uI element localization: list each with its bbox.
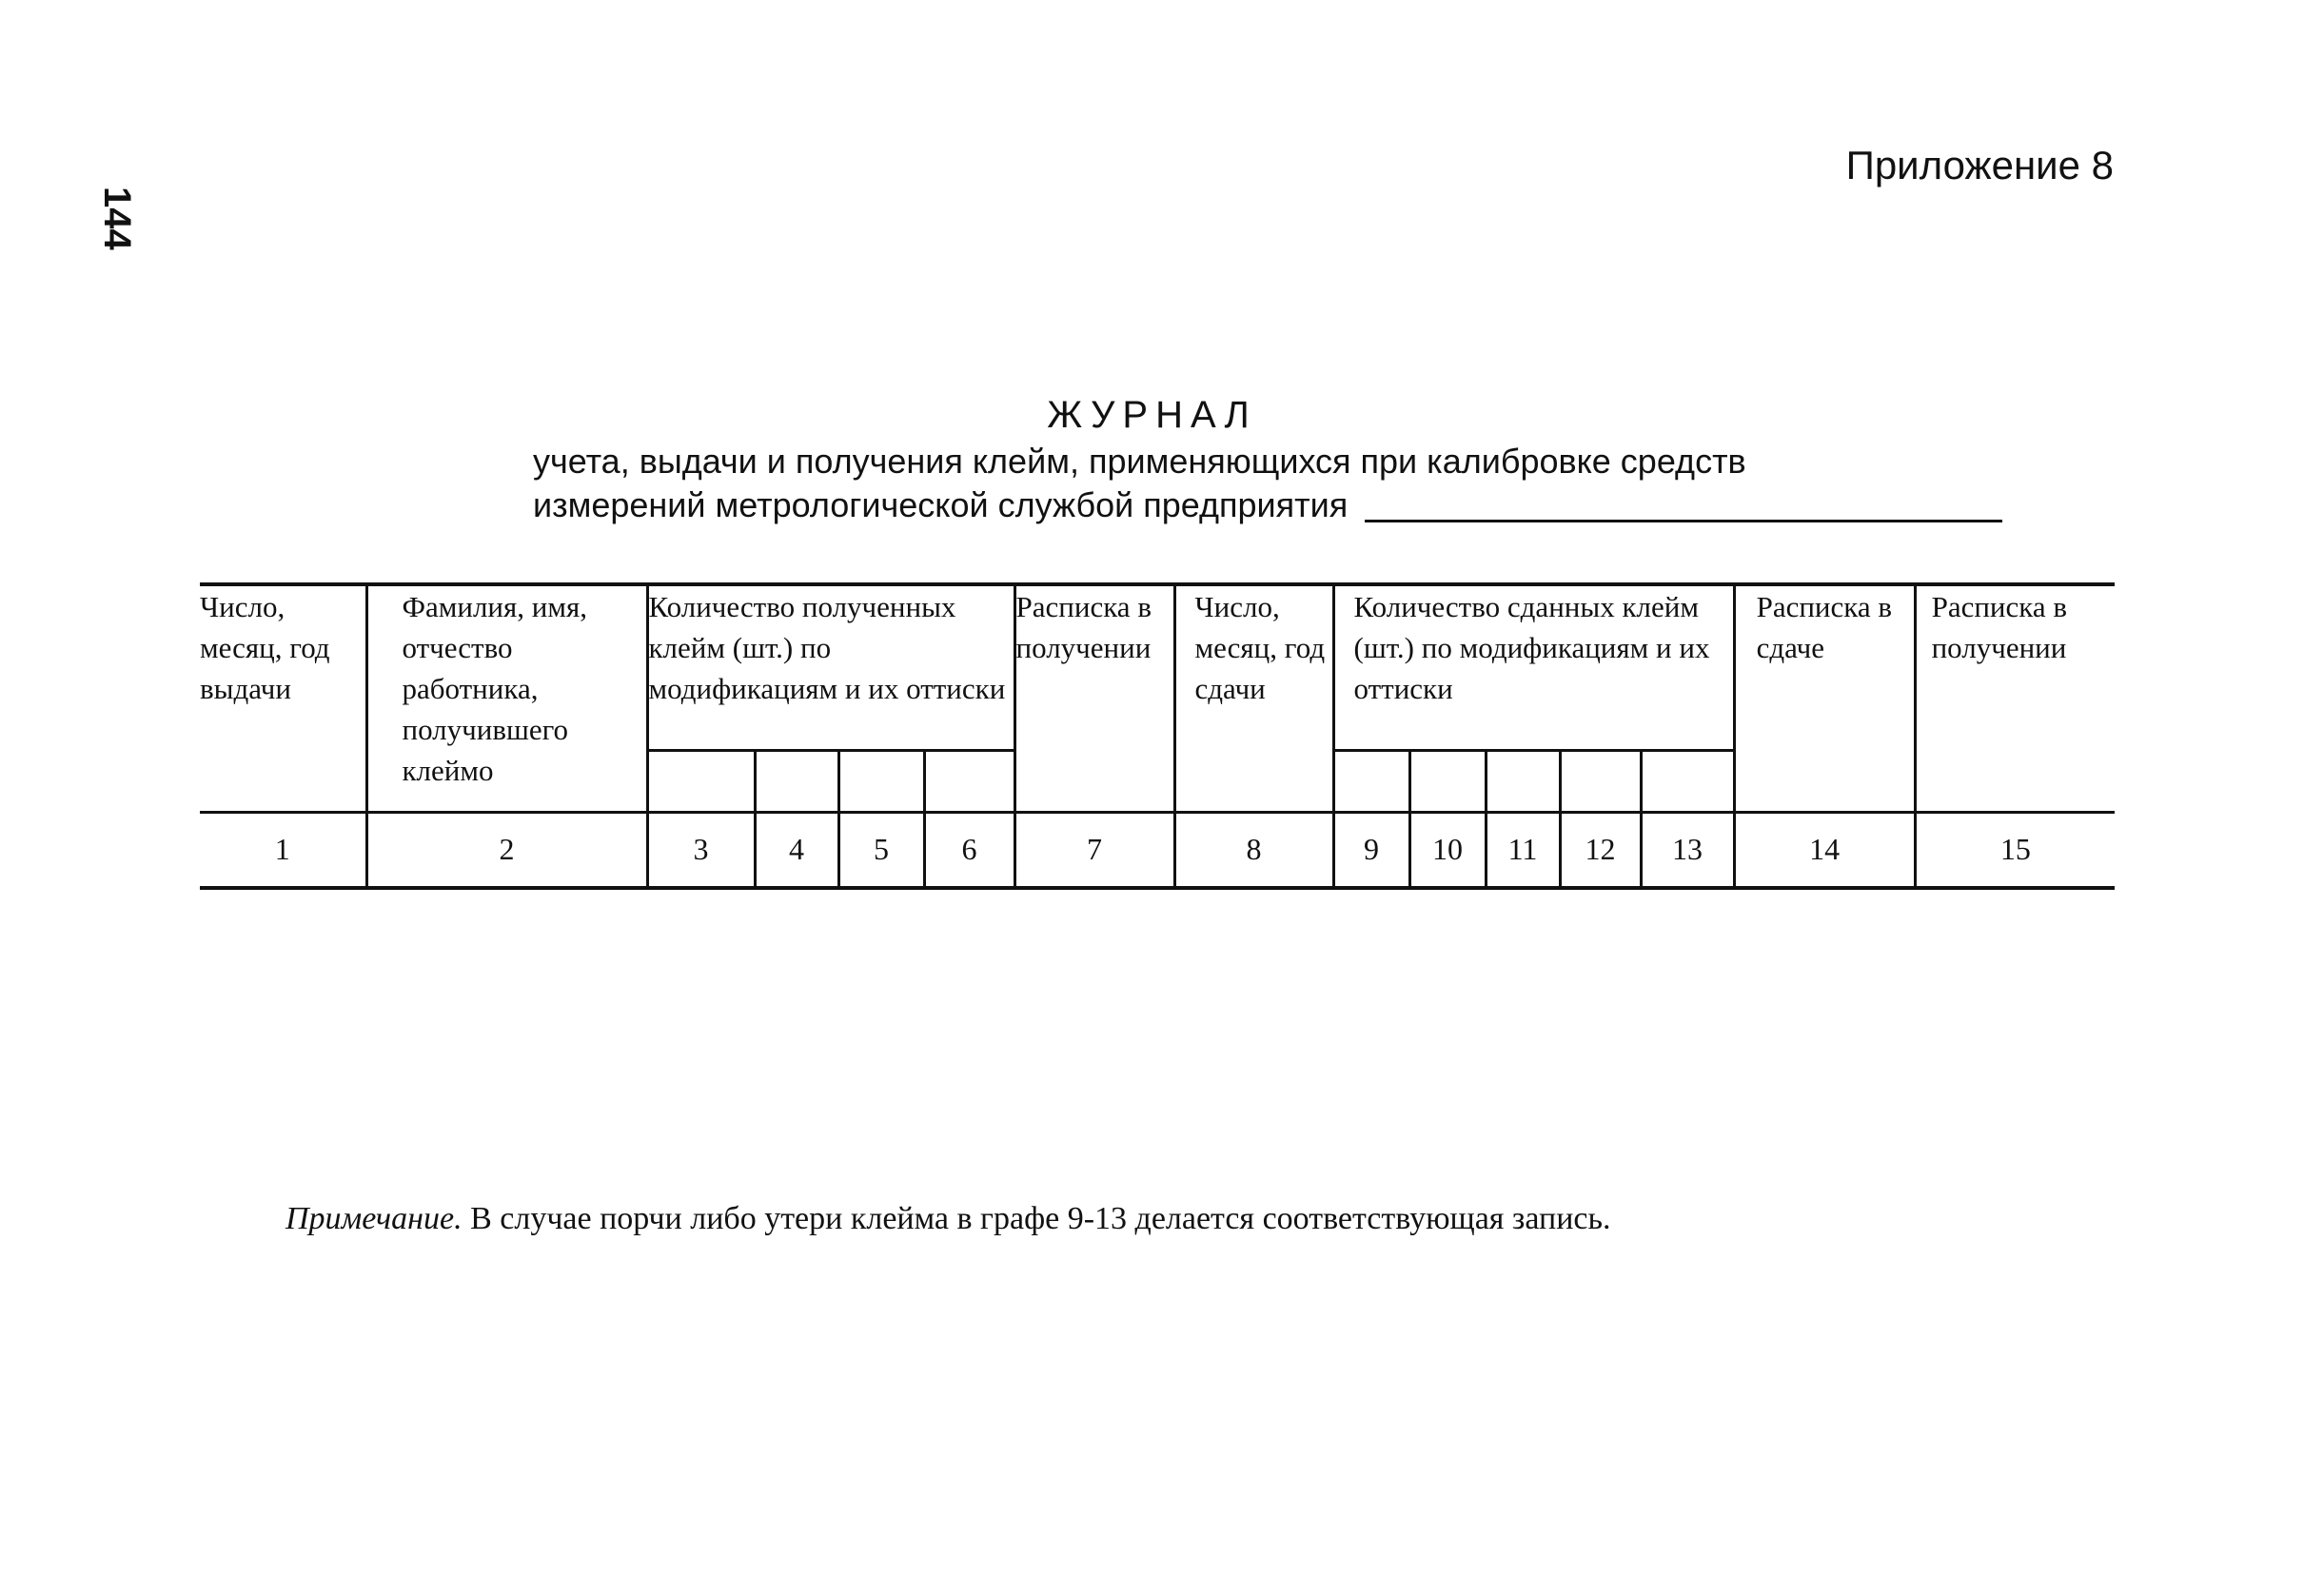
- subheader-cell: [1333, 750, 1409, 812]
- footnote: [286, 1201, 1611, 1237]
- column-number: 7: [1014, 812, 1174, 888]
- column-number: 12: [1560, 812, 1641, 888]
- column-number: 3: [647, 812, 755, 888]
- header-receipt-signature: Расписка в получении: [1014, 584, 1174, 812]
- column-number: 15: [1915, 812, 2115, 888]
- header-return-signature: Расписка в сдаче: [1734, 584, 1915, 812]
- subheader-cell: [1560, 750, 1641, 812]
- journal-title: ЖУРНАЛ: [1047, 394, 1257, 436]
- column-number: 1: [200, 812, 366, 888]
- column-number: 13: [1641, 812, 1734, 888]
- column-number: 8: [1174, 812, 1333, 888]
- subheader-cell: [1409, 750, 1486, 812]
- header-receipt-signature-2: Расписка в получении: [1915, 584, 2115, 812]
- header-return-date: Число, месяц, год сдачи: [1174, 584, 1333, 812]
- column-number: 5: [838, 812, 924, 888]
- subheader-cell: [1486, 750, 1560, 812]
- column-number: 2: [366, 812, 647, 888]
- appendix-label: Приложение 8: [1845, 143, 2114, 187]
- footnote-text: В случае порчи либо утери клейма в графе 9-13 делается соответствующая запись.: [470, 1201, 1611, 1236]
- header-employee-name: Фамилия, имя, отчество работника, получившего клеймо: [366, 584, 647, 812]
- page-number: 144: [96, 187, 138, 250]
- journal-subtitle: [533, 440, 2018, 527]
- column-number: 9: [1333, 812, 1409, 888]
- column-number: 14: [1734, 812, 1915, 888]
- subheader-cell: [838, 750, 924, 812]
- subtitle-line-1: учета, выдачи и получения клейм, применяющихся при калибровке средств: [533, 442, 1746, 481]
- subheader-cell: [924, 750, 1014, 812]
- column-number: 11: [1486, 812, 1560, 888]
- footnote-label: Примечание.: [286, 1201, 463, 1236]
- column-number: 10: [1409, 812, 1486, 888]
- header-received-stamps: Количество полученных клейм (шт.) по модификациям и их оттиски: [647, 584, 1014, 750]
- column-number: 6: [924, 812, 1014, 888]
- subheader-cell: [647, 750, 755, 812]
- enterprise-name-blank: [1365, 519, 2002, 522]
- subheader-cell: [755, 750, 838, 812]
- journal-table: [200, 582, 2115, 890]
- subtitle-line-2-text: измерений метрологической службой предприятия: [533, 485, 1349, 524]
- subheader-cell: [1641, 750, 1734, 812]
- header-returned-stamps: Количество сданных клейм (шт.) по модификациям и их оттиски: [1333, 584, 1734, 750]
- header-issue-date: Число, месяц, год выдачи: [200, 584, 366, 812]
- column-number-row: [200, 812, 2115, 888]
- column-number: 4: [755, 812, 838, 888]
- subtitle-line-2: [533, 483, 2018, 527]
